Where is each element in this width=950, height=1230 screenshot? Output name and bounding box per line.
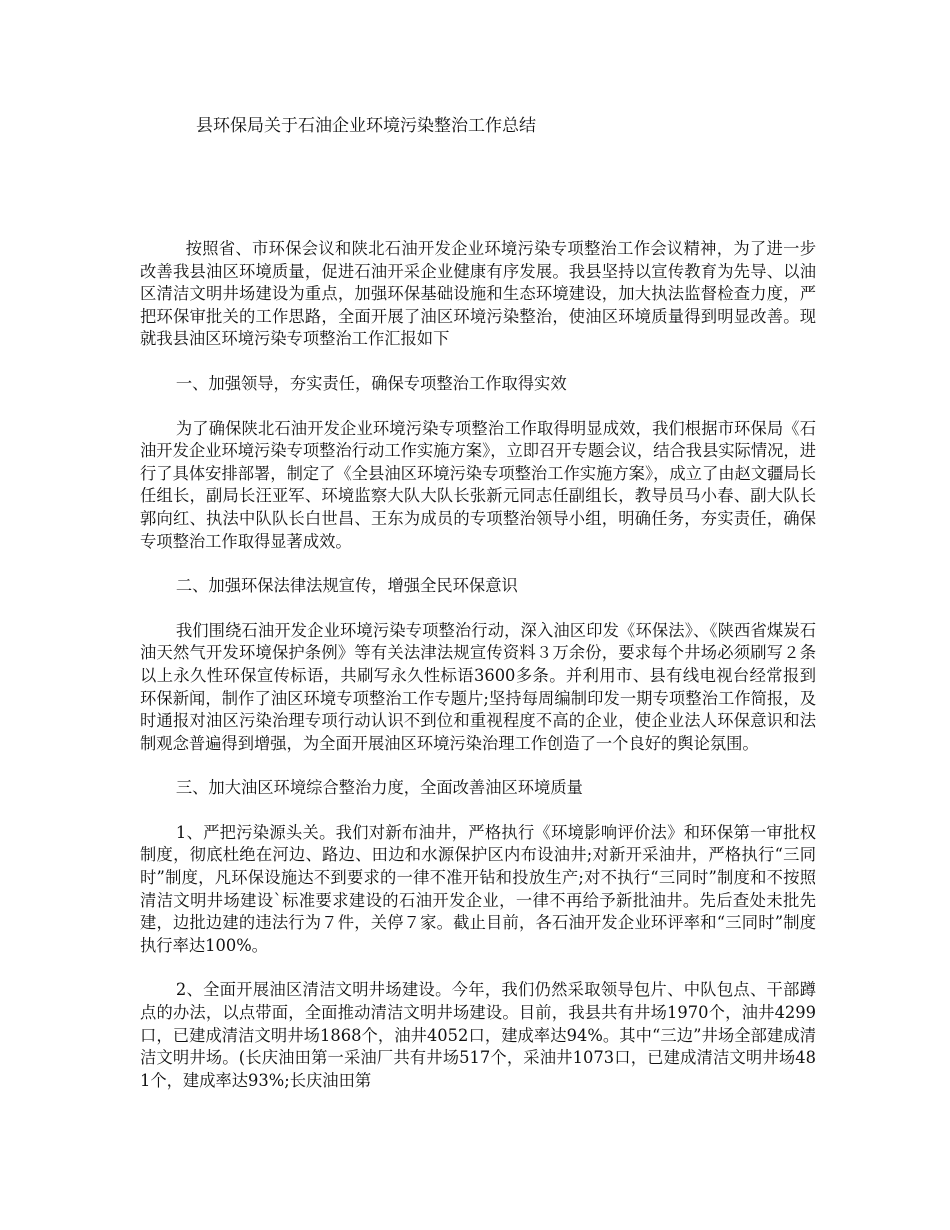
section-2-heading: 二、加强环保法律法规宣传，增强全民环保意识 xyxy=(175,576,518,596)
intro-paragraph: 按照省、市环保会议和陕北石油开发企业环境污染专项整治工作会议精神，为了进一步改善我县油区环境质量，促进石油开采企业健康有序发展。我县坚持以宣传教育为先导、以油区清洁文明井场建设为重点，加强环保基础设施和生态环境建设，加大执法监督检查力度，严把环保审批关的工作思路，全面开展了油区环境污染整治，使油区环境质量得到明显改善。现就我县油区环境污染专项整治工作汇报如下 xyxy=(140,239,816,349)
document-title: 县环保局关于石油企业环境污染整治工作总结 xyxy=(196,116,536,136)
section-3-item-2-paragraph: 2、全面开展油区清洁文明井场建设。今年，我们仍然采取领导包片、中队包点、干部蹲点的办法，以点带面，全面推动清洁文明井场建设。目前，我县共有井场1970个，油井4299口，已建成清洁文明井场1868个，油井4052口，建成率达94%。其中“三边”井场全部建成清洁文明井场。(长庆油田第一采油厂共有井场517个，采油井1073口，已建成清洁文明井场481个，建成率达93%;长庆油田第 xyxy=(140,980,816,1090)
paragraph-gap xyxy=(140,351,816,373)
section-1-heading: 一、加强领导，夯实责任，确保专项整治工作取得实效 xyxy=(175,373,567,393)
section-2-paragraph: 我们围绕石油开发企业环境污染专项整治行动，深入油区印发《环保法》、《陕西省煤炭石油天然气开发环境保护条例》等有关法津法规宣传资料３万余份，要求每个井场必须刷写２条以上永久性环保宣传标语，共刷写永久性标语3600多条。并利用市、县有线电视台经常报到环保新闻，制作了油区环境专项整治工作专题片;坚持每周编制印发一期专项整治工作简报，及时通报对油区污染治理专项行动认识不到位和重视程度不高的企业，使企业法人环保意识和法制观念普遍得到增强，为全面开展油区环境污染治理工作创造了一个良好的舆论氛围。 xyxy=(140,620,816,753)
section-3-heading: 三、加大油区环境综合整治力度，全面改善油区环境质量 xyxy=(175,778,583,798)
paragraph-gap xyxy=(140,396,816,418)
paragraph-gap xyxy=(140,755,816,777)
section-3-item-1-paragraph: 1、严把污染源头关。我们对新布油井，严格执行《环境影响评价法》和环保第一审批权制度，彻底杜绝在河边、路边、田边和水源保护区内布设油井;对新开采油井，严格执行“三同时”制度，凡环保设施达不到要求的一律不准开钻和投放生产;对不执行“三同时”制度和不按照清洁文明井场建设`标准要求建设的石油开发企业，一律不再给予新批油井。先后查处未批先建，边批边建的违法行为７件，关停７家。截止目前，各石油开发企业环评率和“三同时”制度执行率达100%。 xyxy=(140,822,816,955)
paragraph-gap xyxy=(140,598,816,620)
paragraph-gap xyxy=(140,553,816,575)
paragraph-gap xyxy=(140,800,816,822)
document-body xyxy=(140,238,816,1092)
paragraph-gap xyxy=(140,957,816,979)
section-1-paragraph: 为了确保陕北石油开发企业环境污染专项整治工作取得明显成效，我们根据市环保局《石油开发企业环境污染专项整治行动工作实施方案》，立即召开专题会议，结合我县实际情况，进行了具体安排部署，制定了《全县油区环境污染专项整治工作实施方案》，成立了由赵文疆局长任组长，副局长汪亚军、环境监察大队大队长张新元同志任副组长，教导员马小春、副大队长郭向红、执法中队队长白世昌、王东为成员的专项整治领导小组，明确任务，夯实责任，确保专项整治工作取得显著成效。 xyxy=(140,418,816,551)
